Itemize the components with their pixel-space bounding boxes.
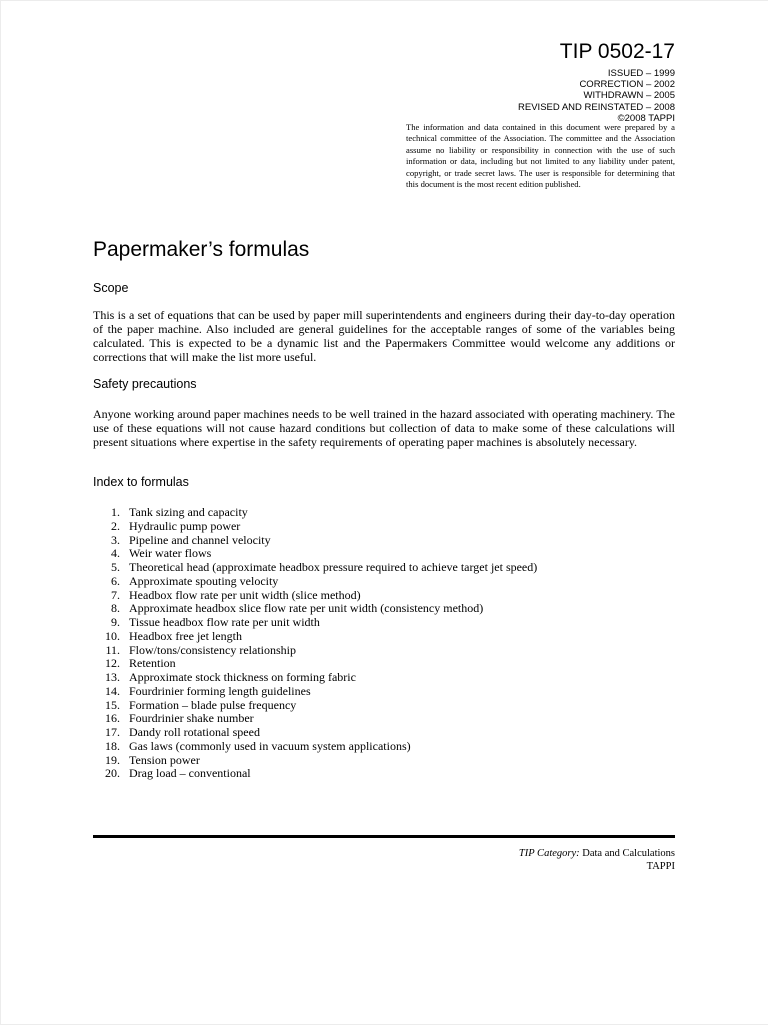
safety-heading: Safety precautions <box>93 377 197 391</box>
list-item-number: 8. <box>111 601 120 616</box>
list-item <box>93 754 537 768</box>
list-item-label: Tank sizing and capacity <box>129 505 248 519</box>
list-item <box>93 520 537 534</box>
list-item-label: Retention <box>129 656 176 671</box>
list-item-number: 19. <box>105 752 120 767</box>
list-item <box>93 712 537 726</box>
history-revised: REVISED AND REINSTATED – 2008 <box>518 101 675 113</box>
list-item <box>93 561 537 575</box>
list-item-label: Tension power <box>129 752 200 767</box>
list-item-label: Flow/tons/consistency relationship <box>129 642 296 657</box>
list-item-number: 4. <box>111 546 120 561</box>
list-item-number: 15. <box>105 697 120 712</box>
list-item <box>93 575 537 589</box>
list-item-number: 11. <box>105 642 120 657</box>
list-item <box>93 589 537 603</box>
list-item-label: Drag load – conventional <box>129 766 251 781</box>
list-item-label: Approximate stock thickness on forming fabric <box>129 670 356 684</box>
list-item-label: Approximate headbox slice flow rate per unit width (consistency method) <box>129 601 484 616</box>
list-item <box>93 616 537 630</box>
list-item-number: 20. <box>105 766 120 781</box>
document-number: TIP 0502-17 <box>559 40 675 63</box>
revision-history <box>518 68 675 124</box>
list-item-label: Headbox free jet length <box>129 628 242 643</box>
list-item <box>93 547 537 561</box>
disclaimer: The information and data contained in this document were prepared by a technical committee of the Association. The committee and the Association assume no liability or responsibility in connection with the use of such information or data, including but not limited to any liability under patent, copyright, or trade secret laws. The user is responsible for determining that this document is the most recent edition published. <box>406 122 675 190</box>
list-item-number: 18. <box>105 738 120 753</box>
list-item-label: Headbox flow rate per unit width (slice method) <box>129 587 361 602</box>
list-item-number: 6. <box>111 573 120 588</box>
list-item-number: 14. <box>105 683 120 698</box>
list-item <box>93 671 537 685</box>
list-item-label: Tissue headbox flow rate per unit width <box>129 615 320 629</box>
safety-paragraph: Anyone working around paper machines needs to be well trained in the hazard associated with operating machinery. The use of these equations will not cause hazard conditions but collection of data to make some of these calculations will present situations where expertise in the safety requirements of operating paper machines is absolutely necessary. <box>93 407 675 449</box>
list-item-number: 7. <box>111 587 120 602</box>
list-item-number: 13. <box>105 670 120 684</box>
list-item-number: 3. <box>111 532 120 547</box>
history-correction: CORRECTION – 2002 <box>579 79 675 91</box>
list-item-label: Hydraulic pump power <box>129 518 241 533</box>
list-item-number: 5. <box>111 560 120 574</box>
list-item <box>93 630 537 644</box>
scope-heading: Scope <box>93 281 129 295</box>
category-label: TIP Category: <box>518 848 580 859</box>
footer <box>519 848 675 873</box>
list-item-label: Theoretical head (approximate headbox pressure required to achieve target jet speed) <box>129 560 538 574</box>
list-item-number: 1. <box>111 505 120 519</box>
list-item-number: 9. <box>111 615 120 629</box>
list-item <box>93 726 537 740</box>
page-title: Papermaker’s formulas <box>93 238 310 261</box>
category-line <box>519 848 675 861</box>
list-item <box>93 685 537 699</box>
category-value: Data and Calculations <box>582 848 675 859</box>
history-copyright: ©2008 TAPPI <box>617 112 675 124</box>
list-item <box>93 657 537 671</box>
list-item <box>93 602 537 616</box>
list-item-label: Gas laws (commonly used in vacuum system applications) <box>129 738 411 753</box>
list-item-number: 10. <box>105 628 120 643</box>
list-item <box>93 767 537 781</box>
history-withdrawn: WITHDRAWN – 2005 <box>583 90 675 102</box>
list-item-label: Dandy roll rotational speed <box>129 725 260 739</box>
list-item-label: Formation – blade pulse frequency <box>129 697 297 712</box>
list-item <box>93 506 537 520</box>
history-issued: ISSUED – 1999 <box>607 68 675 79</box>
organization-name: TAPPI <box>646 860 675 872</box>
list-item <box>93 740 537 754</box>
list-item-label: Pipeline and channel velocity <box>129 532 271 547</box>
list-item-label: Fourdrinier shake number <box>129 711 254 726</box>
scope-paragraph: This is a set of equations that can be used by paper mill superintendents and engineers during their day-to-day operation of the paper machine. Also included are general guidelines for the acceptable ranges of some of the variables being calculated. This is expected to be a dynamic list and the Papermakers Committee would welcome any additions or corrections that will make the list more useful. <box>93 308 675 364</box>
list-item-number: 16. <box>105 711 120 726</box>
list-item-number: 17. <box>105 725 120 739</box>
list-item-label: Approximate spouting velocity <box>129 573 279 588</box>
list-item-label: Fourdrinier forming length guidelines <box>129 683 311 698</box>
list-item <box>93 644 537 658</box>
index-heading: Index to formulas <box>93 475 189 489</box>
footer-divider <box>93 835 675 838</box>
list-item-label: Weir water flows <box>129 546 212 561</box>
list-item <box>93 699 537 713</box>
list-item-number: 2. <box>111 518 120 533</box>
list-item <box>93 534 537 548</box>
list-item-number: 12. <box>105 656 120 671</box>
formula-index-list <box>93 506 537 781</box>
